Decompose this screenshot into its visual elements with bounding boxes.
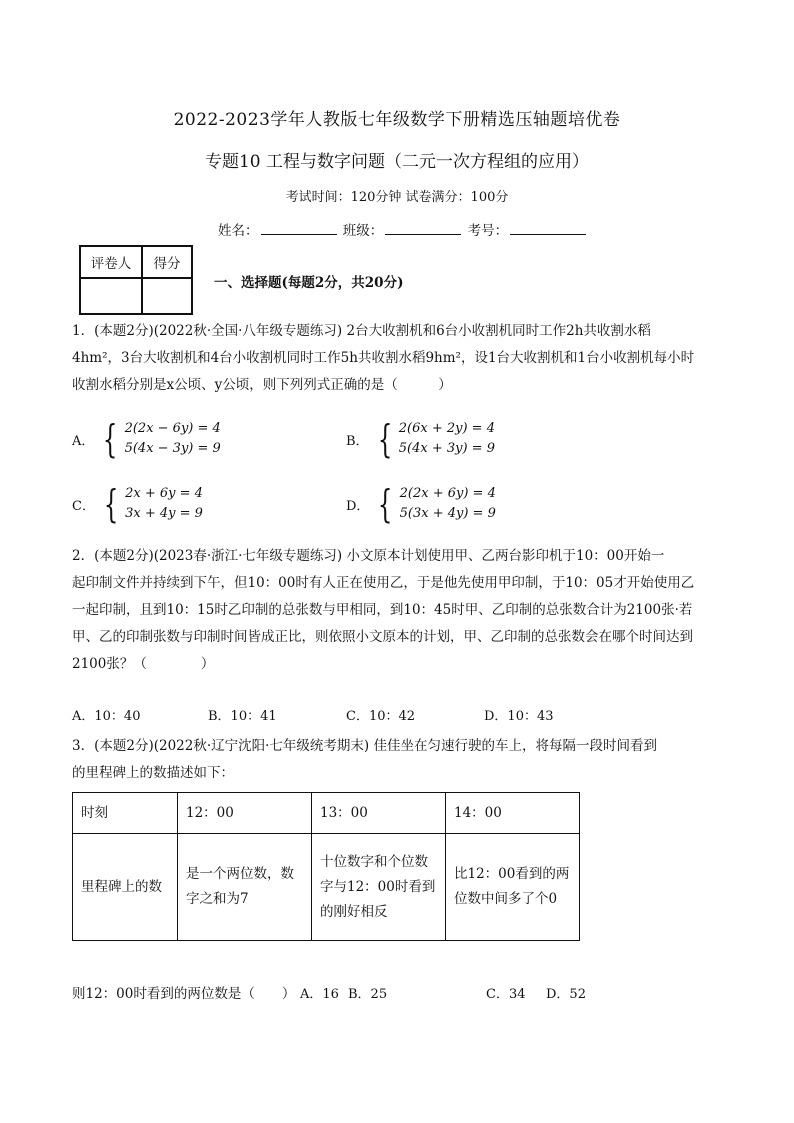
option-label: A．	[72, 433, 95, 449]
table-header: 13：00	[312, 793, 446, 834]
q3-option-a[interactable]: A．16	[300, 987, 339, 1002]
q1-option-c[interactable]	[72, 484, 203, 524]
grader-cell	[80, 278, 142, 314]
id-blank[interactable]	[510, 222, 586, 235]
question-2	[72, 543, 722, 678]
brace-icon: {	[377, 417, 392, 461]
q2-line: 一起印制，且到10：15时乙印制的总张数与甲相同，到10：45时甲、乙印制的总张数合计为2100张·若	[72, 602, 693, 618]
name-label: 姓名：	[218, 223, 259, 239]
class-label: 班级：	[342, 223, 384, 239]
q2-option-a[interactable]: A．10：40	[72, 709, 141, 724]
score-cell	[142, 278, 192, 314]
equation: 5(4x + 3y) = 9	[398, 441, 495, 456]
table-cell: 是一个两位数，数字之和为7	[178, 834, 312, 941]
q2-line: 2100张？（ ）	[72, 656, 215, 672]
question-3	[72, 733, 722, 787]
q3-option-b[interactable]: B．25	[348, 987, 388, 1002]
name-blank[interactable]	[261, 222, 337, 235]
table-row-label: 里程碑上的数	[73, 834, 178, 941]
equation: 5(3x + 4y) = 9	[399, 506, 496, 521]
table-cell: 十位数字和个位数字与12：00时看到的刚好相反	[312, 834, 446, 941]
brace-icon: {	[103, 482, 119, 526]
exam-meta: 考试时间：120分钟 试卷满分：100分	[285, 190, 509, 205]
section-title: 一、选择题(每题2分，共20分)	[214, 275, 404, 291]
equation: 3x + 4y = 9	[125, 506, 203, 521]
q2-line: 甲、乙的印制张数与印制时间皆成正比，则依照小文原本的计划，甲、乙印制的总张数会在哪个时间达到	[72, 629, 693, 645]
q3-option-d[interactable]: D．52	[546, 987, 586, 1002]
q1-option-b[interactable]	[346, 419, 495, 459]
q1-line: 收割水稻分别是x公顷、y公顷，则下列列式正确的是（ ）	[72, 377, 452, 393]
id-label: 考号：	[467, 223, 509, 239]
equation: 2(2x + 6y) = 4	[399, 486, 496, 501]
grader-table	[79, 245, 193, 315]
table-header: 14：00	[446, 793, 580, 834]
q2-option-d[interactable]: D．10：43	[484, 709, 554, 724]
grader-header: 评卷人	[80, 246, 142, 278]
question-1	[72, 318, 722, 399]
q2-line: 2．(本题2分)(2023春·浙江·七年级专题练习) 小文原本计划使用甲、乙两台影印机于10：00开始一	[72, 548, 665, 564]
score-header: 得分	[142, 246, 192, 278]
option-label: C．	[72, 498, 95, 514]
brace-icon: {	[103, 417, 118, 461]
q2-option-b[interactable]: B．10：41	[208, 709, 277, 724]
table-header: 时刻	[73, 793, 178, 834]
paper-title: 2022-2023学年人教版七年级数学下册精选压轴题培优卷	[173, 110, 621, 130]
milestone-table	[72, 792, 580, 941]
table-header: 12：00	[178, 793, 312, 834]
q3-line: 3．(本题2分)(2022秋·辽宁沈阳·七年级统考期末) 佳佳坐在匀速行驶的车上，将每隔一段时间看到	[72, 738, 657, 754]
equation: 5(4x − 3y) = 9	[124, 441, 221, 456]
q3-option-c[interactable]: C．34	[486, 987, 526, 1002]
q1-line: 4hm²，3台大收割机和4台小收割机同时工作5h共收割水稻9hm²，设1台大收割机和1台小收割机每小时	[72, 350, 695, 366]
equation: 2x + 6y = 4	[125, 486, 203, 501]
equation: 2(6x + 2y) = 4	[398, 421, 495, 436]
q3-question: 则12：00时看到的两位数是（ ）	[72, 986, 296, 1002]
equation: 2(2x − 6y) = 4	[124, 421, 221, 436]
paper-subtitle: 专题10 工程与数字问题（二元一次方程组的应用）	[204, 152, 590, 172]
option-label: D．	[346, 498, 370, 514]
brace-icon: {	[378, 482, 393, 526]
student-info-bar	[218, 219, 588, 239]
q2-line: 起印制文件并持续到下午，但10：00时有人正在使用乙，于是他先使用甲印制，于10：05才开始使用乙	[72, 575, 695, 591]
q1-option-d[interactable]	[346, 484, 496, 524]
q1-option-a[interactable]	[72, 419, 221, 459]
table-cell: 比12：00看到的两位数中间多了个0	[446, 834, 580, 941]
option-label: B．	[346, 433, 369, 449]
q3-line: 的里程碑上的数描述如下：	[72, 765, 234, 781]
q2-option-c[interactable]: C．10：42	[346, 709, 416, 724]
class-blank[interactable]	[385, 222, 461, 235]
q1-line: 1．(本题2分)(2022秋·全国·八年级专题练习) 2台大收割机和6台小收割机同时工作2h共收割水稻	[72, 323, 651, 339]
